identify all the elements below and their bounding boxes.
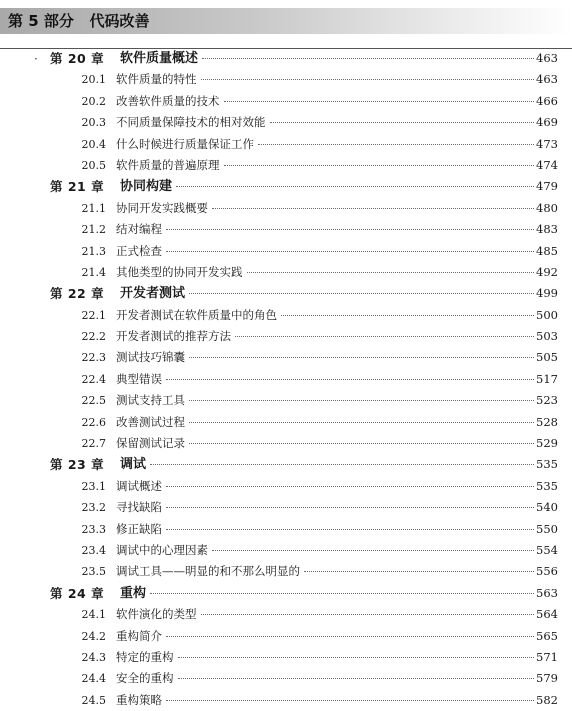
page-number: 571 [536, 649, 558, 664]
entry-line [116, 604, 558, 625]
page-number: 492 [536, 264, 558, 279]
page-number: 535 [536, 478, 558, 493]
section-number: 23.1 [81, 479, 106, 493]
entry-line [116, 390, 558, 411]
chapter-number: 第 21 章 [50, 179, 105, 195]
dot-leader [166, 379, 534, 380]
toc-section-entry[interactable] [0, 241, 572, 262]
section-title: 重构简介 [116, 628, 162, 643]
toc-section-entry[interactable] [0, 219, 572, 240]
dot-leader [166, 251, 534, 252]
section-number: 21.2 [81, 223, 106, 237]
toc-section-entry[interactable] [0, 347, 572, 368]
section-number: 20.2 [81, 94, 106, 108]
dot-leader [281, 315, 534, 316]
toc-section-entry[interactable] [0, 690, 572, 711]
section-number: 21.4 [81, 265, 106, 279]
section-title: 软件质量的特性 [116, 72, 197, 87]
section-title: 修正缺陷 [116, 521, 162, 536]
section-number: 22.1 [81, 308, 106, 322]
chapter-number: 第 20 章 [50, 51, 105, 66]
section-number: 24.3 [81, 650, 106, 664]
section-number: 20.5 [81, 158, 106, 172]
dot-leader [235, 336, 534, 337]
toc-section-entry[interactable] [0, 668, 572, 689]
toc-section-entry[interactable] [0, 476, 572, 497]
toc-section-entry[interactable] [0, 647, 572, 668]
dot-leader [189, 357, 534, 358]
entry-line [116, 519, 558, 540]
section-title: 开发者测试的推荐方法 [116, 329, 231, 344]
toc-chapter-entry[interactable] [0, 176, 572, 197]
section-number: 23.5 [81, 565, 106, 579]
page-number: 473 [536, 136, 558, 151]
section-number: 24.1 [81, 608, 106, 622]
dot-leader [150, 464, 534, 465]
page-number: 563 [536, 585, 558, 600]
page-number: 469 [536, 115, 558, 130]
entry-line [116, 540, 558, 561]
chapter-title: 调试 [120, 457, 147, 473]
toc-section-entry[interactable] [0, 497, 572, 518]
section-title: 协同开发实践概要 [116, 200, 208, 215]
page-number: 529 [536, 436, 558, 451]
section-number: 23.4 [81, 543, 106, 557]
page-number: 463 [536, 72, 558, 87]
dot-leader [247, 272, 535, 273]
page-number: 479 [536, 179, 558, 194]
entry-line [116, 326, 558, 347]
section-number: 22.2 [81, 330, 106, 344]
section-number: 24.5 [81, 693, 106, 707]
page-number: 503 [536, 329, 558, 344]
toc-chapter-entry[interactable] [0, 48, 572, 69]
toc-section-entry[interactable] [0, 326, 572, 347]
table-of-contents [0, 48, 572, 711]
chapter-title: 软件质量概述 [120, 51, 199, 66]
dot-leader [304, 571, 534, 572]
chapter-number: 第 22 章 [50, 286, 105, 302]
entry-line [116, 155, 558, 176]
dot-leader [202, 58, 534, 59]
toc-chapter-entry[interactable] [0, 454, 572, 475]
toc-section-entry[interactable] [0, 198, 572, 219]
entry-line [116, 561, 558, 582]
dot-leader [212, 208, 534, 209]
page-number: 474 [536, 157, 558, 172]
page-number: 579 [536, 671, 558, 686]
section-title: 什么时候进行质量保证工作 [116, 136, 254, 151]
page-number: 480 [536, 200, 558, 215]
entry-line [116, 262, 558, 283]
section-number: 22.5 [81, 394, 106, 408]
entry-line [116, 647, 558, 668]
entry-line [120, 176, 558, 197]
dot-leader [166, 486, 534, 487]
dot-leader [176, 186, 534, 187]
dot-leader [189, 400, 534, 401]
dot-leader [189, 293, 534, 294]
dot-leader [166, 229, 534, 230]
section-title: 改善测试过程 [116, 414, 185, 429]
toc-section-entry[interactable] [0, 134, 572, 155]
entry-line [116, 476, 558, 497]
toc-section-entry[interactable] [0, 262, 572, 283]
entry-line [116, 347, 558, 368]
page-number: 565 [536, 628, 558, 643]
entry-line [116, 219, 558, 240]
entry-line [120, 48, 558, 69]
dot-leader [166, 636, 534, 637]
entry-line [116, 433, 558, 454]
toc-section-entry[interactable] [0, 604, 572, 625]
toc-section-entry[interactable] [0, 305, 572, 326]
dot-leader [189, 443, 534, 444]
dot-leader [166, 507, 534, 508]
dot-leader [258, 144, 534, 145]
entry-line [116, 91, 558, 112]
page-number: 528 [536, 414, 558, 429]
page-number: 517 [536, 371, 558, 386]
toc-section-entry[interactable] [0, 91, 572, 112]
page-number: 564 [536, 607, 558, 622]
section-title: 开发者测试在软件质量中的角色 [116, 307, 277, 322]
section-number: 20.4 [81, 137, 106, 151]
entry-line [120, 583, 558, 604]
toc-section-entry[interactable] [0, 519, 572, 540]
entry-line [116, 134, 558, 155]
part-title: 第 5 部分 代码改善 [8, 12, 150, 30]
page-number: 535 [536, 457, 558, 472]
dot-leader [178, 657, 535, 658]
page-number: 466 [536, 93, 558, 108]
toc-section-entry[interactable] [0, 69, 572, 90]
section-title: 其他类型的协同开发实践 [116, 264, 243, 279]
dot-leader [189, 422, 534, 423]
entry-line [120, 454, 558, 475]
page-number: 550 [536, 521, 558, 536]
entry-line [116, 690, 558, 711]
page-number: 540 [536, 500, 558, 515]
toc-section-entry[interactable] [0, 390, 572, 411]
section-title: 调试概述 [116, 478, 162, 493]
entry-line [116, 198, 558, 219]
entry-line [116, 241, 558, 262]
toc-section-entry[interactable] [0, 540, 572, 561]
dot-leader [224, 101, 535, 102]
page-number: 463 [536, 51, 558, 65]
entry-line [116, 626, 558, 647]
chapter-title: 协同构建 [120, 179, 173, 195]
section-number: 21.3 [81, 244, 106, 258]
entry-line [116, 369, 558, 390]
dot-leader [201, 614, 535, 615]
dot-leader [166, 529, 534, 530]
entry-line [116, 69, 558, 90]
section-number: 23.3 [81, 522, 106, 536]
dot-leader [178, 678, 535, 679]
section-title: 测试技巧锦囊 [116, 350, 185, 365]
section-number: 20.3 [81, 116, 106, 130]
section-title: 调试工具——明显的和不那么明显的 [116, 564, 300, 579]
section-title: 结对编程 [116, 222, 162, 237]
page-number: 582 [536, 692, 558, 707]
margin-dot: · [34, 52, 38, 66]
page-number: 505 [536, 350, 558, 365]
section-title: 寻找缺陷 [116, 500, 162, 515]
dot-leader [166, 700, 534, 701]
page-number: 500 [536, 307, 558, 322]
toc-section-entry[interactable] [0, 369, 572, 390]
section-number: 22.3 [81, 351, 106, 365]
dot-leader [270, 122, 535, 123]
toc-section-entry[interactable] [0, 112, 572, 133]
section-title: 正式检查 [116, 243, 162, 258]
section-title: 安全的重构 [116, 671, 174, 686]
dot-leader [212, 550, 534, 551]
entry-line [116, 668, 558, 689]
page-number: 554 [536, 542, 558, 557]
entry-line [116, 497, 558, 518]
section-number: 20.1 [81, 73, 106, 87]
page-number: 499 [536, 286, 558, 301]
section-title: 软件演化的类型 [116, 607, 197, 622]
page-number: 523 [536, 393, 558, 408]
chapter-title: 开发者测试 [120, 286, 186, 302]
section-title: 测试支持工具 [116, 393, 185, 408]
section-number: 24.4 [81, 672, 106, 686]
section-title: 特定的重构 [116, 649, 174, 664]
page-number: 556 [536, 564, 558, 579]
section-number: 24.2 [81, 629, 106, 643]
section-number: 22.7 [81, 437, 106, 451]
section-title: 重构策略 [116, 692, 162, 707]
toc-chapter-entry[interactable] [0, 283, 572, 304]
chapter-title: 重构 [120, 585, 147, 601]
section-title: 不同质量保障技术的相对效能 [116, 115, 266, 130]
entry-line [116, 412, 558, 433]
toc-chapter-entry[interactable] [0, 583, 572, 604]
section-title: 调试中的心理因素 [116, 542, 208, 557]
dot-leader [224, 165, 535, 166]
page-number: 483 [536, 222, 558, 237]
chapter-number: 第 24 章 [50, 585, 105, 601]
entry-line [120, 283, 558, 304]
section-number: 22.6 [81, 415, 106, 429]
toc-section-entry[interactable] [0, 155, 572, 176]
chapter-number: 第 23 章 [50, 457, 105, 473]
section-title: 保留测试记录 [116, 436, 185, 451]
section-number: 23.2 [81, 501, 106, 515]
entry-line [116, 305, 558, 326]
dot-leader [150, 593, 534, 594]
toc-section-entry[interactable] [0, 626, 572, 647]
entry-line [116, 112, 558, 133]
toc-section-entry[interactable] [0, 412, 572, 433]
toc-section-entry[interactable] [0, 433, 572, 454]
section-title: 改善软件质量的技术 [116, 93, 220, 108]
page-number: 485 [536, 243, 558, 258]
section-number: 22.4 [81, 372, 106, 386]
dot-leader [201, 79, 535, 80]
section-number: 21.1 [81, 201, 106, 215]
toc-section-entry[interactable] [0, 561, 572, 582]
section-title: 典型错误 [116, 371, 162, 386]
section-title: 软件质量的普遍原理 [116, 157, 220, 172]
